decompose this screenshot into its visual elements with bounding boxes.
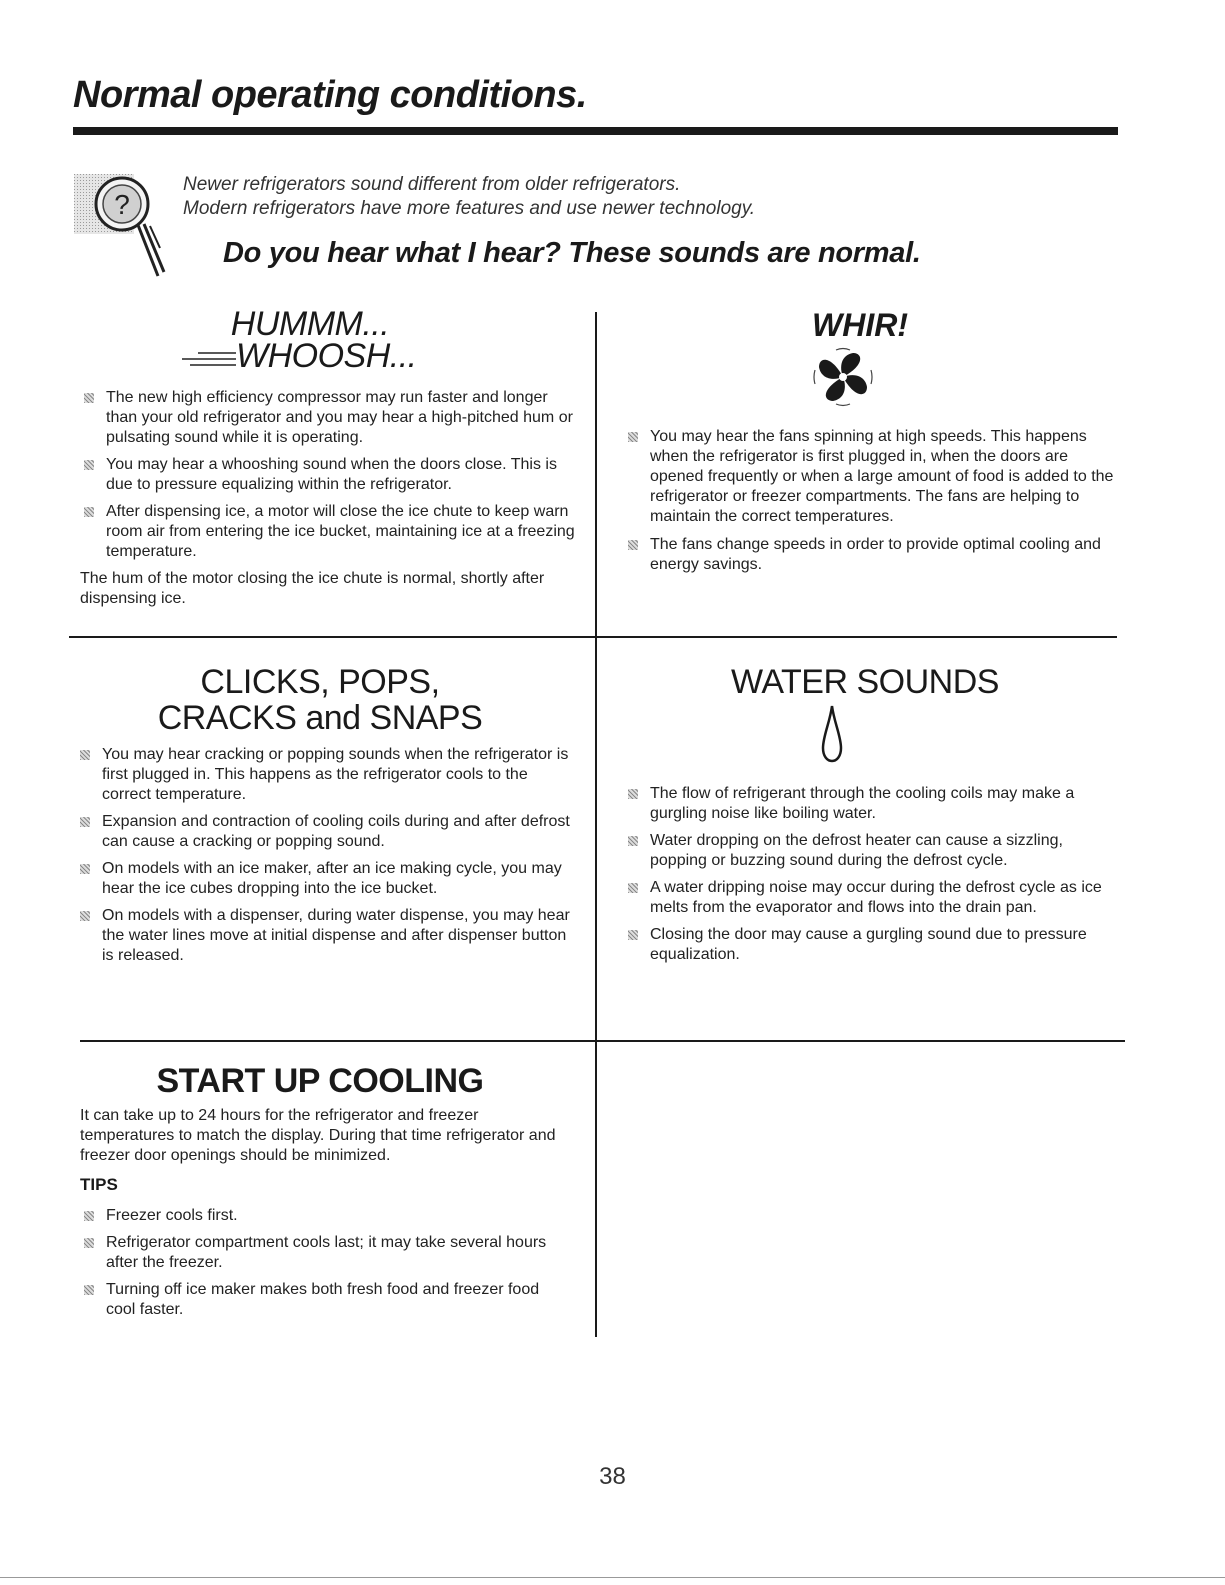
list-item: Water dropping on the defrost heater can cause a sizzling, popping or buzzing sound during the defrost cycle. [624,831,1119,871]
list-item: You may hear a whooshing sound when the doors close. This is due to pressure equalizing within the refrigerator. [80,455,575,495]
list-item: The flow of refrigerant through the cooling coils may make a gurgling noise like boiling water. [624,784,1119,824]
list-item: Turning off ice maker makes both fresh food and freezer food cool faster. [80,1280,570,1320]
tips-label: TIPS [80,1175,118,1194]
whir-bullets [624,427,1114,575]
bottom-rule [0,1577,1225,1578]
list-item: The fans change speeds in order to provide optimal cooling and energy savings. [624,535,1114,575]
bullet-marker [628,789,638,799]
startup-title: START UP COOLING [156,1062,484,1100]
list-item: Closing the door may cause a gurgling sound due to pressure equalization. [624,925,1119,965]
title-rule [73,127,1118,135]
list-item: Refrigerator compartment cools last; it may take several hours after the freezer. [80,1233,570,1273]
startup-paragraph: It can take up to 24 hours for the refrigerator and freezer temperatures to match the display. During that time refrigerator and freezer door openings should be minimized. [80,1107,556,1164]
tips-body [80,1206,570,1327]
bullet-marker [628,540,638,550]
clicks-title: CLICKS, POPS, [200,663,440,701]
bullet-marker [84,1211,94,1221]
list-item: You may hear cracking or popping sounds when the refrigerator is first plugged in. This happens as the refrigerator cools to the correct temperature. [76,745,576,805]
bullet-marker [628,930,638,940]
bullet-marker [84,507,94,517]
list-item: You may hear the fans spinning at high speeds. This happens when the refrigerator is first plugged in, when the doors are opened frequently or when a large amount of food is added to the refrigerator or freezer compartments. The fans are helping to maintain the correct temperatures. [624,427,1114,527]
page-title: Normal operating conditions. [73,74,587,116]
list-item: On models with an ice maker, after an ice making cycle, you may hear the ice cubes dropping into the ice bucket. [76,859,576,899]
clicks-bullets [76,745,576,966]
headline: Do you hear what I hear? These sounds are normal. [223,237,921,269]
bullet-marker [84,460,94,470]
list-item: A water dripping noise may occur during the defrost cycle as ice melts from the evaporator and flows into the drain pan. [624,878,1119,918]
list-item: Freezer cools first. [80,1206,570,1226]
column-divider [595,312,597,1337]
water-bullets [624,784,1119,965]
whoosh-title: WHOOSH... [236,337,417,375]
section-divider [80,1040,1125,1042]
bullet-marker [80,817,90,827]
wind-lines-icon [178,349,238,371]
water-drop-icon [820,704,844,764]
fan-icon [812,346,874,408]
bullet-marker [84,393,94,403]
svg-text:?: ? [114,189,130,220]
list-item: After dispensing ice, a motor will close the ice chute to keep warn room air from entering the ice bucket, maintaining ice at a freezing temperature. [80,502,575,562]
bullet-marker [80,864,90,874]
bullet-marker [80,750,90,760]
whir-body [624,427,1114,582]
bullet-marker [628,836,638,846]
bullet-marker [80,911,90,921]
intro-line: Newer refrigerators sound different from older refrigerators. [183,174,681,195]
clicks-body [76,745,576,973]
bullet-marker [84,1285,94,1295]
intro-line: Modern refrigerators have more features and use newer technology. [183,198,756,219]
whir-title: WHIR! [812,307,908,343]
cracks-title: CRACKS and SNAPS [157,699,483,737]
hum-body [80,388,575,609]
list-item: On models with a dispenser, during water dispense, you may hear the water lines move at initial dispense and after dispenser button is released. [76,906,576,966]
tips-list [80,1206,570,1320]
hum-bullets [80,388,575,562]
page-number: 38 [599,1463,626,1490]
list-item: The new high efficiency compressor may run faster and longer than your old refrigerator and you may hear a high-pitched hum or pulsating sound while it is operating. [80,388,575,448]
list-item: Expansion and contraction of cooling coils during and after defrost can cause a cracking or popping sound. [76,812,576,852]
bullet-marker [628,432,638,442]
hum-title: HUMMM... [230,305,390,343]
section-divider [69,636,1117,638]
water-title: WATER SOUNDS [731,663,999,701]
hum-note: The hum of the motor closing the ice chute is normal, shortly after dispensing ice. [80,570,545,607]
water-body [624,784,1119,972]
bullet-marker [84,1238,94,1248]
question-magnifier-icon [74,168,194,280]
bullet-marker [628,883,638,893]
